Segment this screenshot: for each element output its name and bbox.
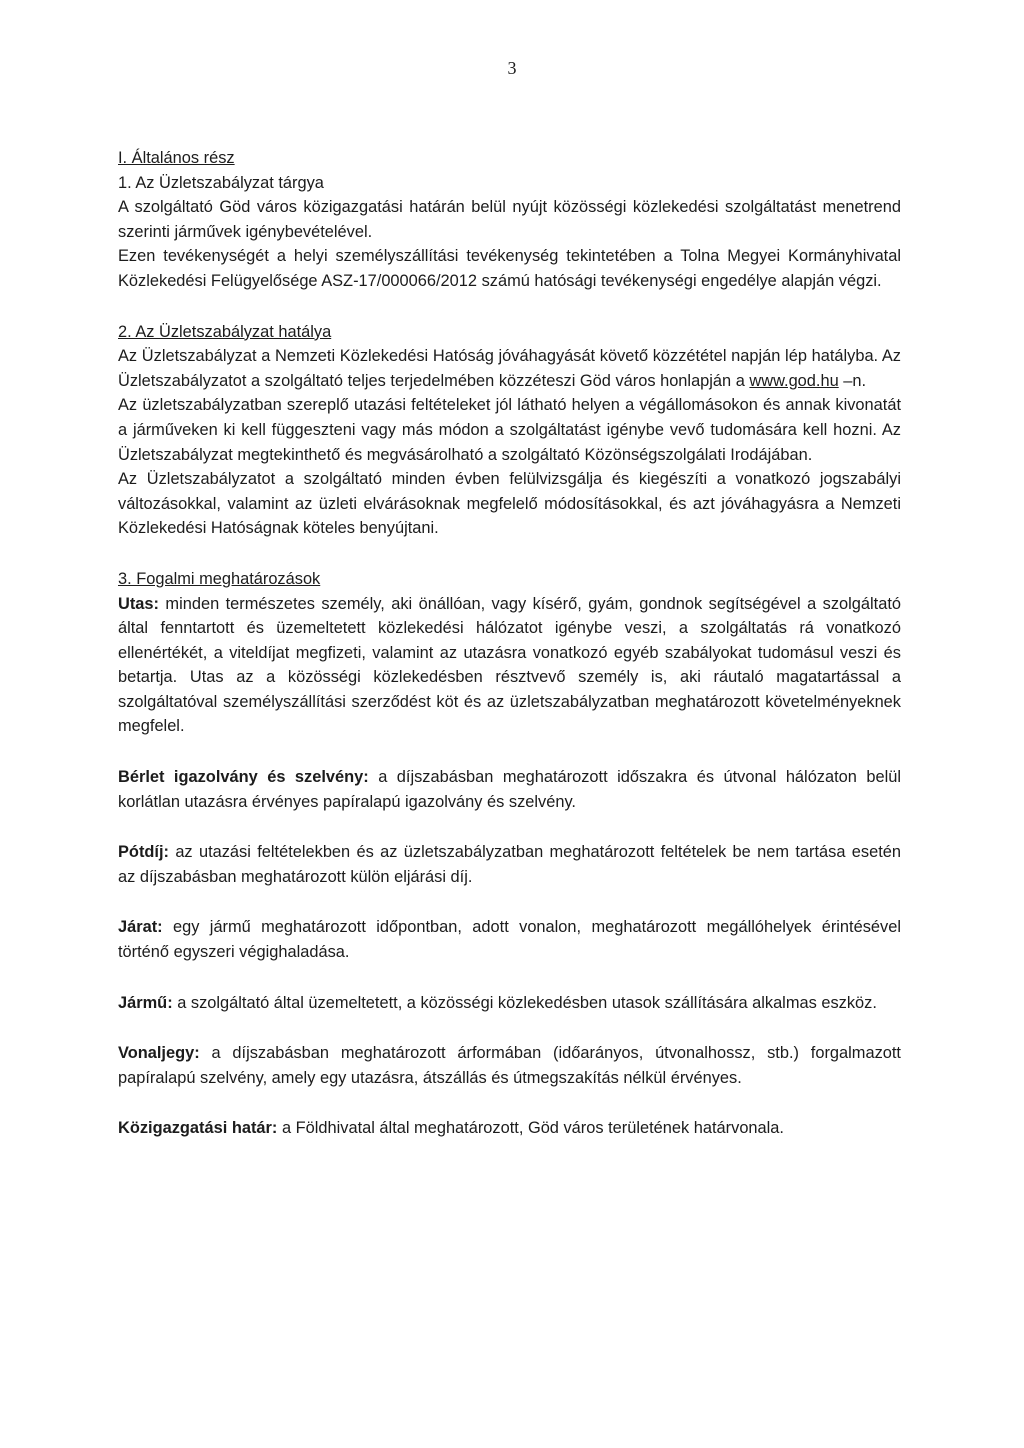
definition-text: a Földhivatal által meghatározott, Göd város területének határvonala. (277, 1119, 784, 1138)
section-2-paragraph-3: Az Üzletszabályzatot a szolgáltató minden évben felülvizsgálja és kiegészíti a vonatkozó jogszabályi változásokkal, valamint az üzleti elvárásoknak megfelelő módosításokkal, és azt jóváhagyásra a Nemzeti Közlekedési Hatóságnak köteles benyújtani. (118, 470, 901, 538)
god-website-link[interactable]: www.god.hu (749, 371, 839, 390)
spacer (118, 294, 901, 320)
section-2-paragraph-1-text: Az Üzletszabályzat a Nemzeti Közlekedési Hatóság jóváhagyását követő közzététel napján lép hatályba. Az Üzletszabályzatot a szolgáltató teljes terjedelmében közzéteszi Göd város honlapján a (118, 347, 901, 390)
definition-term: Közigazgatási határ: (118, 1119, 278, 1138)
section-2-paragraph-1-suffix: –n. (838, 371, 867, 390)
definition-potdij (118, 840, 901, 889)
page-number: 3 (507, 58, 517, 78)
definition-text: a díjszabásban meghatározott időszakra és útvonal hálózaton belül korlátlan utazásra érvényes papíralapú igazolvány és szelvény. (118, 768, 902, 811)
definition-term: Járat: (118, 918, 163, 937)
spacer (118, 965, 901, 991)
definition-kozigazgatasi-hatar (118, 1116, 901, 1141)
definition-term: Bérlet igazolvány és szelvény: (118, 768, 369, 787)
definition-term: Pótdíj: (118, 843, 169, 862)
section-2-paragraph-1 (118, 344, 901, 393)
spacer (118, 814, 901, 840)
definition-text: minden természetes személy, aki önállóan, vagy kísérő, gyám, gondnok segítségével a szolgáltató által fenntartott és üzemeltetett közlekedési hálózatot igénybe veszi, a szolgáltatás rá vonatkozó ellenértékét, a viteldíjat megfizeti, valamint az utazásra vonatkozó egyéb szabályokat tudomásul veszi és betartja. Utas az a közösségi közlekedésben résztvevő személy is, aki ráutaló magatartással a szolgáltatóval személyszállítási szerződést köt és az üzletszabályzatban meghatározott követelményeknek megfelel. (118, 594, 901, 736)
section-1-paragraph-1: A szolgáltató Göd város közigazgatási határán belül nyújt közösségi közlekedési szolgáltatást menetrend szerinti járművek igénybevételével. (118, 198, 901, 241)
section-2-paragraph-2: Az üzletszabályzatban szereplő utazási feltételeket jól látható helyen a végállomásokon és annak kivonatát a járműveken ki kell függeszteni vagy más módon a szolgáltatást igénybe vevő tudomására kell hozni. Az Üzletszabályzat megtekinthető és megvásárolható a szolgáltató Közönségszolgálati Irodájában. (118, 396, 901, 464)
definition-utas (118, 592, 901, 740)
spacer (118, 889, 901, 915)
definition-text: a díjszabásban meghatározott árformában (időarányos, útvonalhossz, stb.) forgalmazott papíralapú szelvény, amely egy utazásra, átszállás és útmegszakítás nélkül érvényes. (118, 1044, 901, 1087)
spacer (118, 1015, 901, 1041)
definition-jarmu (118, 991, 901, 1016)
definition-text: egy jármű meghatározott időpontban, adott vonalon, meghatározott megállóhelyek érintésével történő egyszeri végighaladása. (118, 918, 901, 962)
definition-term: Jármű: (118, 993, 173, 1012)
definition-text: az utazási feltételekben és az üzletszabályzatban meghatározott feltételek be nem tartása esetén az díjszabásban meghatározott külön eljárási díj. (118, 843, 901, 886)
definition-berlet (118, 765, 901, 814)
spacer (118, 739, 901, 765)
section-2-title: 2. Az Üzletszabályzat hatálya (118, 322, 332, 341)
section-1-heading: I. Általános rész (118, 149, 235, 167)
definition-jarat (118, 915, 901, 964)
definition-vonaljegy (118, 1041, 901, 1090)
definition-text: a szolgáltató által üzemeltetett, a közösségi közlekedésben utasok szállítására alkalmas eszköz. (172, 993, 877, 1012)
spacer (118, 1090, 901, 1116)
document-body (118, 146, 901, 1141)
section-3-title: 3. Fogalmi meghatározások (118, 569, 321, 588)
section-1-1-title: 1. Az Üzletszabályzat tárgya (118, 173, 324, 192)
definition-term: Vonaljegy: (118, 1044, 200, 1063)
section-1-paragraph-2: Ezen tevékenységét a helyi személyszállítási tevékenység tekintetében a Tolna Megyei Kormányhivatal Közlekedési Felügyelősége ASZ-17/000066/2012 számú hatósági tevékenységi engedélye alapján végzi. (118, 247, 901, 290)
definition-term: Utas: (118, 594, 159, 613)
spacer (118, 541, 901, 567)
